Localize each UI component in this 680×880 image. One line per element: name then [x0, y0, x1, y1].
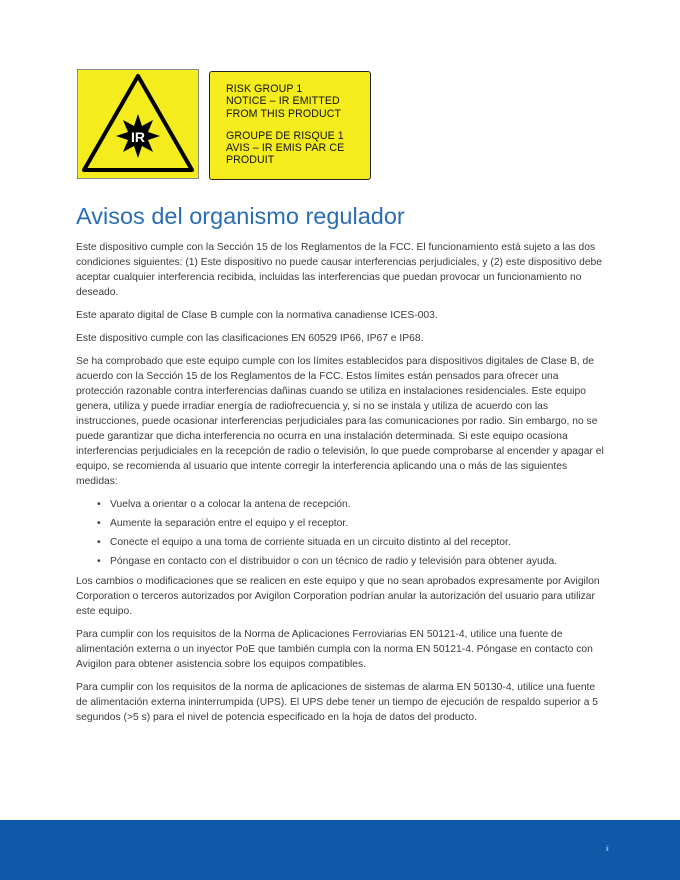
notice-line-fr-1: GROUPE DE RISQUE 1 [226, 129, 344, 142]
notice-line-fr-3: PRODUIT [226, 154, 275, 167]
page-number: iii [606, 846, 608, 853]
paragraph-ices-003: Este aparato digital de Clase B cumple con la normativa canadiense ICES-003. [76, 310, 438, 321]
ir-notice-label [209, 71, 371, 180]
list-item: • Aumente la separación entre el equipo y el receptor. [110, 516, 606, 531]
notice-line-fr-2: AVIS – IR EMIS PAR CE [226, 142, 345, 155]
paragraph-ip-ratings: Este dispositivo cumple con las clasificaciones EN 60529 IP66, IP67 e IP68. [76, 333, 424, 344]
paragraph-class-b-limits: Se ha comprobado que este equipo cumple con los límites establecidos para dispositivos digitales de Clase B, de acuerdo con la Sección 15 de los Reglamentos de la FCC. Estos límites están pensados para ofrecer una protección razonable contra interferencias dañinas cuando se utiliza en instalaciones residenciales. Este equipo genera, utiliza y puede irradiar energía de radiofrecuencia y, si no se instala y utiliza de acuerdo con las instrucciones, puede ocasionar interferencias perjudiciales para las comunicaciones por radio. Sin embargo, no se puede garantizar que dicha interferencia no ocurra en una instalación determinada. Si este equipo ocasiona interferencias perjudiciales en la recepción de radio o televisión, lo que puede comprobarse al encender y apagar el equipo, se recomienda al usuario que intente corregir la interferencia aplicando una o más de las siguientes medidas: [76, 356, 604, 487]
infrared-warning-triangle-icon [77, 69, 199, 179]
paragraph-en-50130-4: Para cumplir con los requisitos de la norma de aplicaciones de sistemas de alarma EN 50130-4, utilice una fuente de alimentación externa ininterrumpida (UPS). El UPS debe tener un tiempo de ejecución de respaldo superior a 5 segundos (>5 s) para el nivel de potencia especificado en la hoja de datos del producto. [76, 682, 599, 723]
footer-bar [0, 820, 680, 880]
regulatory-content [76, 240, 606, 733]
list-item: • Póngase en contacto con el distribuidor o con un técnico de radio y televisión para obtener ayuda. [110, 554, 606, 569]
paragraph-en-50121-4: Para cumplir con los requisitos de la Norma de Aplicaciones Ferroviarias EN 50121-4, utilice una fuente de alimentación externa o un inyector PoE que también cumpla con la norma EN 50121-4. Póngase en contacto con Avigilon para obtener asistencia sobre los equipos compatibles. [76, 629, 593, 670]
ir-glyph-text: IR [131, 129, 145, 145]
page-title: Avisos del organismo regulador [76, 203, 405, 229]
paragraph-modifications: Los cambios o modificaciones que se realicen en este equipo y que no sean aprobados expresamente por Avigilon Corporation o terceros autorizados por Avigilon Corporation podrían anular la autorización del usuario para utilizar este equipo. [76, 576, 600, 617]
measures-list [76, 497, 606, 569]
list-item: • Vuelva a orientar o a colocar la antena de recepción. [110, 497, 606, 512]
list-item: • Conecte el equipo a una toma de corriente situada en un circuito distinto al del receptor. [110, 535, 606, 550]
notice-line-en-2: NOTICE – IR EMITTED [226, 95, 340, 108]
notice-line-en-3: FROM THIS PRODUCT [226, 107, 342, 120]
notice-line-en-1: RISK GROUP 1 [226, 83, 303, 95]
paragraph-fcc-part15: Este dispositivo cumple con la Sección 15 de los Reglamentos de la FCC. El funcionamiento está sujeto a las dos condiciones siguientes: (1) Este dispositivo no puede causar interferencias perjudiciales, y (2) este dispositivo debe aceptar cualquier interferencia recibida, incluidas las interferencias que puedan provocar un funcionamiento no deseado. [76, 242, 603, 298]
